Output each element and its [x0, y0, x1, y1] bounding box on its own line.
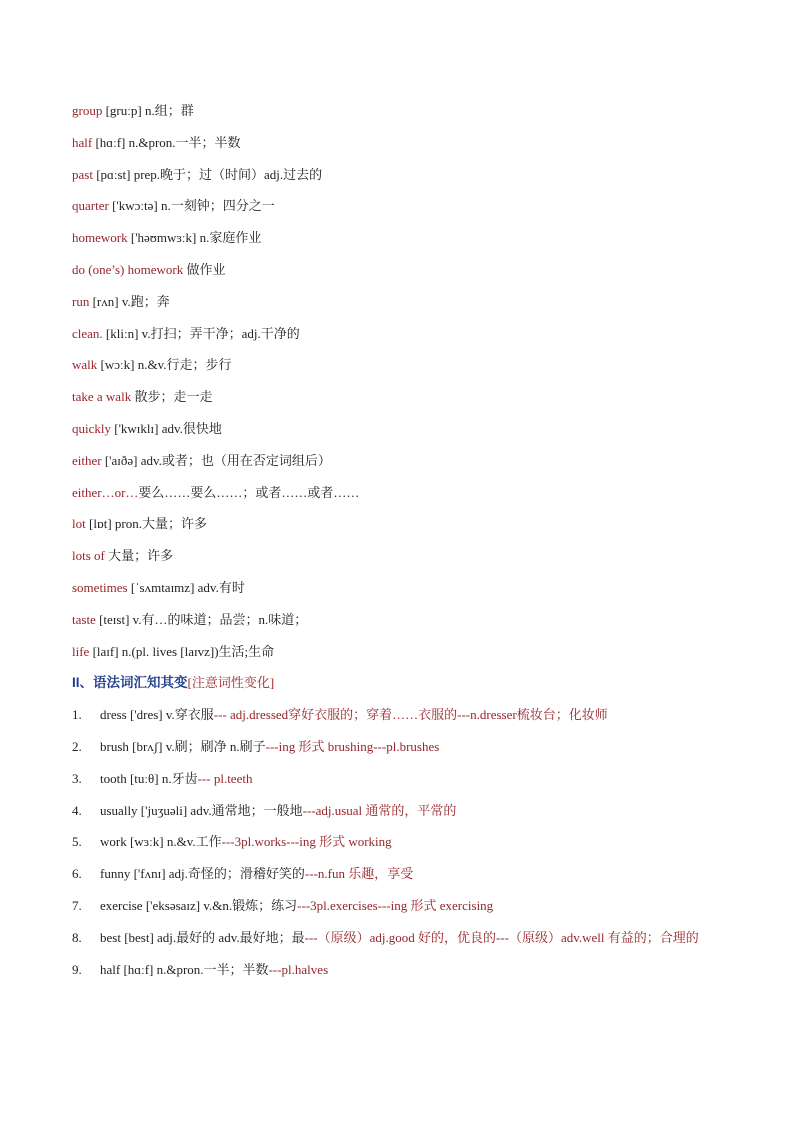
vocab-row — [72, 254, 728, 286]
vocab-row — [72, 159, 728, 191]
list-item — [72, 795, 728, 827]
vocab-definition: [teɪst] v.有…的味道；品尝；n.味道； — [95, 611, 308, 627]
list-item — [72, 731, 728, 763]
item-number: 3. — [72, 770, 82, 786]
item-derived: ---n.fun 乐趣，享受 — [304, 866, 414, 882]
item-base: work [wɜːk] n.&v.工作 — [100, 834, 222, 850]
list-item — [72, 699, 728, 731]
vocab-term: life — [72, 643, 90, 659]
item-derived: --- adj.dressed穿好衣服的；穿着……衣服的---n.dresser梳妆台；化妆师 — [213, 707, 608, 723]
vocab-row — [72, 508, 728, 540]
vocab-term: either…or… — [72, 484, 139, 500]
vocab-row — [72, 445, 728, 477]
vocab-row — [72, 477, 728, 509]
section-heading — [72, 667, 728, 699]
vocab-definition: [lɒt] pron.大量；许多 — [85, 516, 207, 532]
vocab-definition: ['kwɔːtə] n.一刻钟；四分之一 — [108, 198, 275, 214]
item-base: brush [brʌʃ] v.刷；刷净 n.刷子 — [100, 738, 266, 754]
vocab-definition: [laɪf] n.(pl. lives [laɪvz])生活;生命 — [89, 643, 275, 659]
item-base: tooth [tuːθ] n.牙齿 — [100, 770, 198, 786]
vocab-row — [72, 636, 728, 668]
item-text — [100, 795, 726, 827]
item-base: best [best] adj.最好的 adv.最好地；最 — [100, 929, 305, 945]
document-body — [72, 95, 728, 985]
item-number: 1. — [72, 707, 82, 723]
vocab-term: either — [72, 452, 102, 468]
item-base: funny ['fʌnɪ] adj.奇怪的；滑稽好笑的 — [100, 866, 305, 882]
item-derived: ---adj.usual 通常的，平常的 — [302, 802, 457, 818]
vocab-term: lots of — [72, 548, 105, 564]
vocab-definition: 要么……要么……；或者……或者…… — [138, 484, 360, 500]
vocab-definition: [gruːp] n.组；群 — [102, 103, 194, 118]
item-derived: --- pl.teeth — [197, 770, 253, 786]
item-derived: ---3pl.works---ing 形式 working — [221, 834, 392, 850]
item-number: 5. — [72, 834, 82, 850]
item-text — [100, 731, 726, 763]
item-number: 2. — [72, 738, 82, 754]
item-text — [100, 763, 726, 795]
item-number: 9. — [72, 961, 82, 977]
vocab-row — [72, 190, 728, 222]
vocab-row — [72, 318, 728, 350]
list-item — [72, 763, 728, 795]
vocab-term: do (one’s) homework — [72, 261, 184, 277]
item-derived: ---pl.halves — [268, 961, 329, 977]
list-item — [72, 922, 728, 954]
vocab-definition: 散步；走一走 — [131, 389, 213, 405]
item-base: half [hɑːf] n.&pron.一半；半数 — [100, 961, 269, 977]
vocab-term: take a walk — [72, 389, 132, 405]
item-base: usually ['juʒuəli] adv.通常地；一般地 — [100, 802, 303, 818]
vocab-definition: ['kwɪklɪ] adv.很快地 — [111, 420, 222, 436]
list-item — [72, 826, 728, 858]
vocab-term: clean. — [72, 325, 103, 341]
item-text — [100, 858, 726, 890]
vocab-row — [72, 222, 728, 254]
vocab-row — [72, 604, 728, 636]
vocab-row — [72, 349, 728, 381]
vocab-row — [72, 540, 728, 572]
vocab-term: homework — [72, 230, 128, 246]
item-number: 7. — [72, 897, 82, 913]
vocab-term: quarter — [72, 198, 109, 214]
vocab-term: past — [72, 166, 93, 182]
vocab-term: walk — [72, 357, 98, 373]
item-text — [100, 954, 726, 986]
vocab-definition: [wɔːk] n.&v.行走；步行 — [97, 357, 232, 373]
section-title: II、语法词汇知其变 — [72, 675, 188, 691]
vocab-term: sometimes — [72, 579, 128, 595]
list-item — [72, 954, 728, 986]
vocab-row — [72, 572, 728, 604]
vocab-definition: 做作业 — [183, 261, 226, 277]
vocab-definition: ['aɪðə] adv.或者；也（用在否定词组后） — [101, 452, 331, 468]
vocab-term: lot — [72, 516, 86, 532]
vocab-row — [72, 381, 728, 413]
vocab-term: half — [72, 134, 93, 150]
vocab-row — [72, 127, 728, 159]
vocab-definition: [ˈsʌmtaɪmz] adv.有时 — [127, 579, 245, 595]
item-derived: ---（原级）adj.good 好的，优良的---（原级）adv.well 有益的；合理的 — [304, 929, 699, 945]
item-text — [100, 826, 726, 858]
vocab-row — [72, 95, 728, 127]
vocab-row — [72, 286, 728, 318]
list-item — [72, 890, 728, 922]
vocab-term: run — [72, 293, 90, 309]
item-base: exercise ['eksəsaɪz] v.&n.锻炼；练习 — [100, 897, 298, 913]
item-text — [100, 699, 726, 731]
vocab-definition: 大量；许多 — [104, 548, 174, 564]
item-text — [100, 890, 726, 922]
item-number: 4. — [72, 802, 82, 818]
vocab-term: quickly — [72, 420, 111, 436]
item-number: 8. — [72, 929, 82, 945]
vocab-definition: ['həʊmwɜːk] n.家庭作业 — [127, 230, 262, 246]
section-note: [注意词性变化] — [187, 675, 275, 691]
vocab-definition: [kliːn] v.打扫；弄干净；adj.干净的 — [102, 325, 300, 341]
vocab-row — [72, 413, 728, 445]
vocab-definition: [hɑːf] n.&pron.一半；半数 — [92, 134, 241, 150]
vocab-definition: [rʌn] v.跑；奔 — [89, 293, 170, 309]
item-number: 6. — [72, 866, 82, 882]
vocab-definition: [pɑːst] prep.晚于；过（时间）adj.过去的 — [92, 166, 323, 182]
item-derived: ---ing 形式 brushing---pl.brushes — [265, 738, 440, 754]
vocab-term: group — [72, 103, 103, 118]
item-base: dress ['dres] v.穿衣服 — [100, 707, 214, 723]
vocab-term: taste — [72, 611, 96, 627]
item-text — [100, 922, 726, 954]
list-item — [72, 858, 728, 890]
item-derived: ---3pl.exercises---ing 形式 exercising — [297, 897, 494, 913]
